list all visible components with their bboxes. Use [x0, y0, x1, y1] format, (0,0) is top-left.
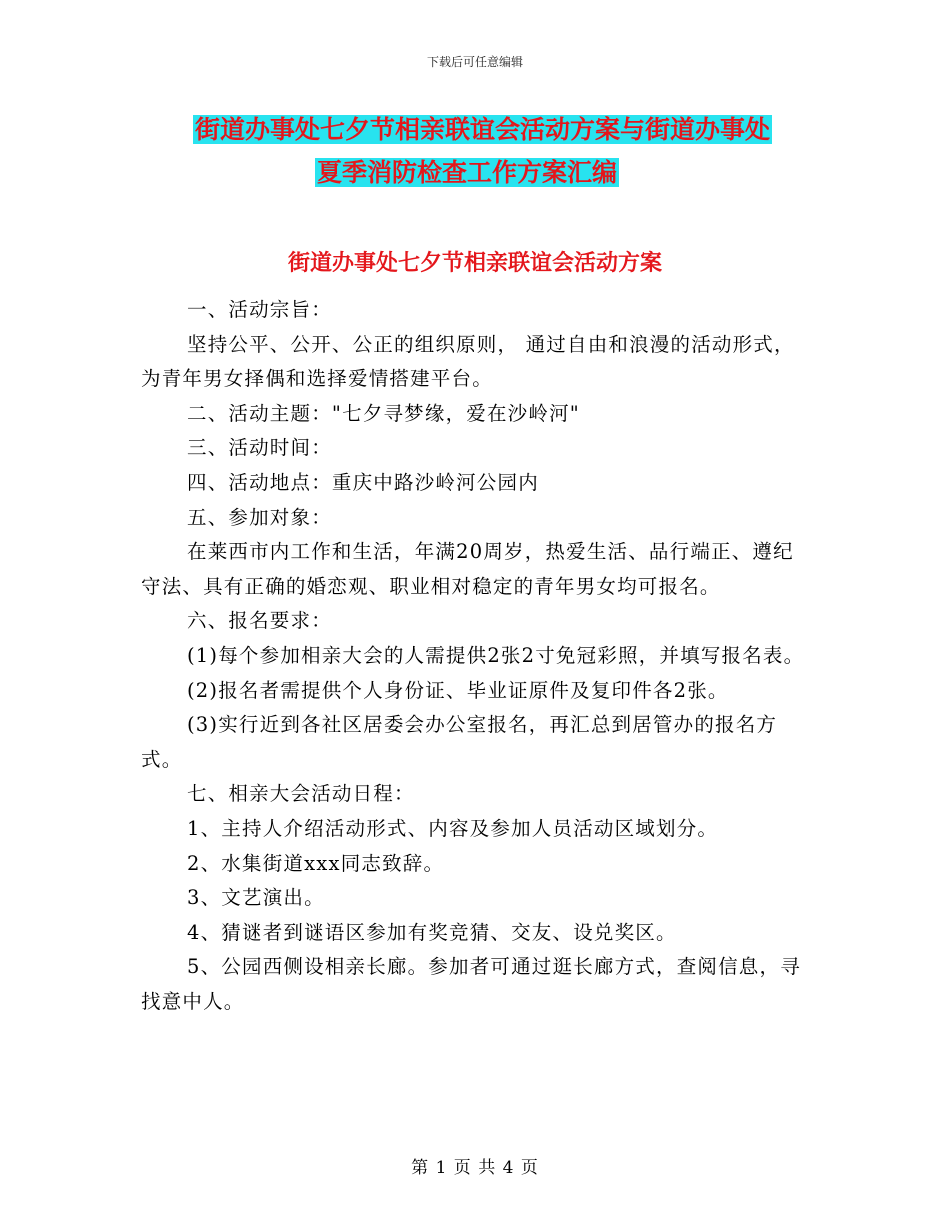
document-title-line-2-text: 夏季消防检查工作方案汇编 — [317, 158, 618, 187]
paragraph: 5、公园西侧设相亲长廊。参加者可通过逛长廊方式，查阅信息，寻找意中人。 — [141, 955, 801, 1013]
document-body — [141, 293, 809, 1019]
paragraph: 4、猜谜者到谜语区参加有奖竞猜、交友、设兑奖区。 — [187, 920, 677, 944]
paragraph: 五、参加对象： — [187, 505, 332, 529]
paragraph: 三、活动时间： — [187, 436, 332, 460]
paragraph: 2、水集街道xxx同志致辞。 — [187, 851, 445, 875]
paragraph: 六、报名要求： — [187, 609, 332, 633]
section-title: 街道办事处七夕节相亲联谊会活动方案 — [287, 250, 662, 276]
page-number-footer: 第 1 页 共 4 页 — [411, 1158, 539, 1178]
paragraph: (2)报名者需提供个人身份证、毕业证原件及复印件各2张。 — [187, 678, 729, 702]
paragraph: 一、活动宗旨： — [187, 298, 332, 321]
paragraph: 1、主持人介绍活动形式、内容及参加人员活动区域划分。 — [187, 816, 719, 840]
paragraph: 七、相亲大会活动日程： — [187, 782, 415, 806]
paragraph: 二、活动主题："七夕寻梦缘，爱在沙岭河" — [187, 401, 580, 425]
paragraph: (1)每个参加相亲大会的人需提供2张2寸免冠彩照，并填写报名表。 — [187, 643, 805, 667]
document-title-line-2 — [0, 153, 950, 193]
document-title-line-1 — [0, 110, 950, 150]
paragraph: 坚持公平、公开、公正的组织原则， 通过自由和浪漫的活动形式，为青年男女择偶和选择爱情搭建平台。 — [141, 332, 795, 391]
paragraph: 四、活动地点：重庆中路沙岭河公园内 — [187, 470, 539, 494]
paragraph: 在莱西市内工作和生活，年满20周岁，热爱生活、品行端正、遵纪守法、具有正确的婚恋观、职业相对稳定的青年男女均可报名。 — [141, 540, 794, 598]
document-title-line-1-text: 街道办事处七夕节相亲联谊会活动方案与街道办事处 — [195, 115, 771, 144]
paragraph: 3、文艺演出。 — [187, 886, 325, 910]
page-header-note: 下载后可任意编辑 — [426, 55, 523, 69]
paragraph: (3)实行近到各社区居委会办公室报名，再汇总到居管办的报名方式。 — [141, 713, 778, 771]
